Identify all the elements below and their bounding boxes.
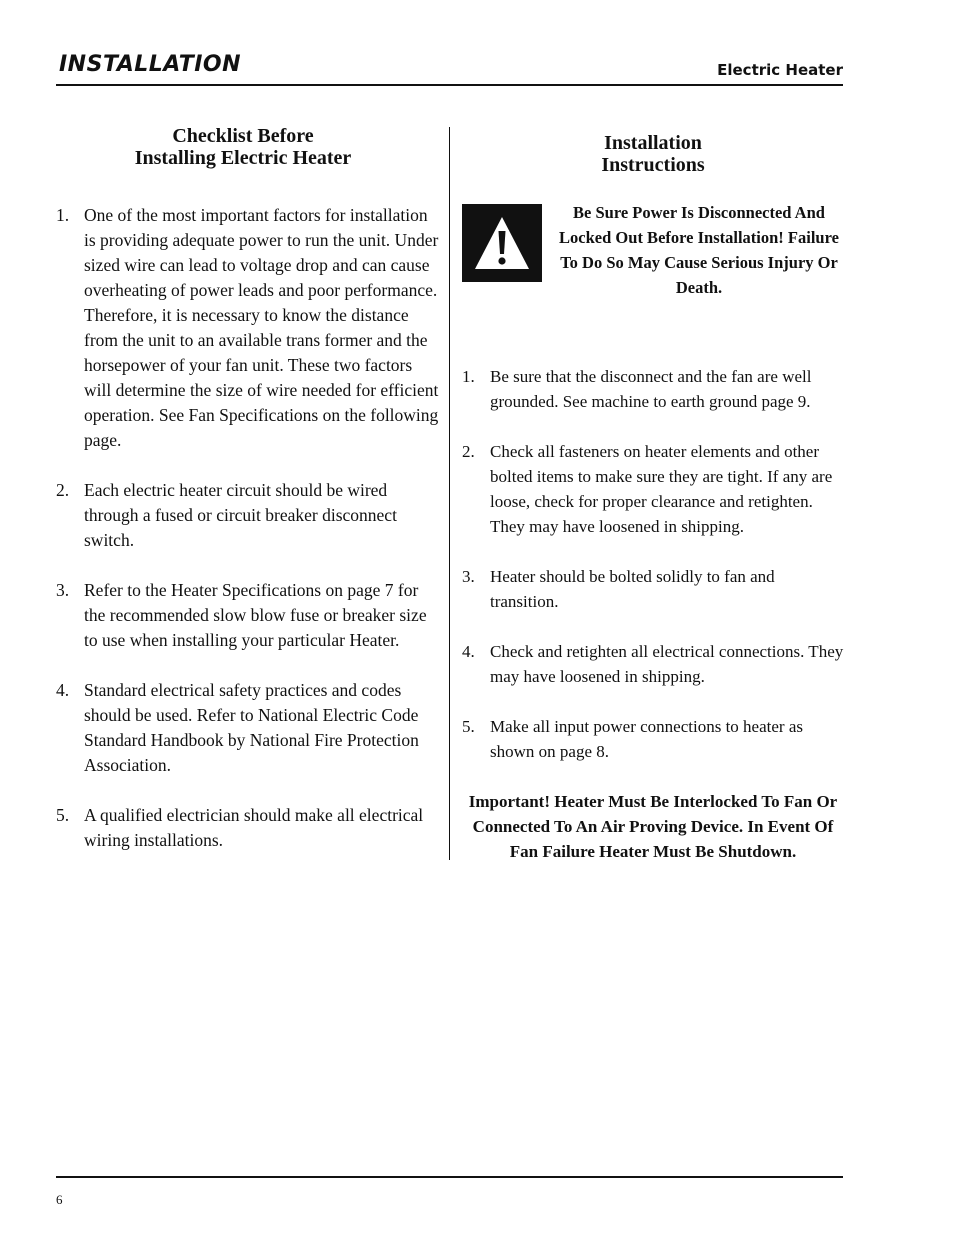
item-text: Check all fasteners on heater elements and other bolted items to make sure they are tight. If any are loose, check for proper clearance and retighten. They may have loosened in shipping.	[490, 442, 833, 536]
warning-exclamation-icon	[462, 204, 542, 282]
item-text: Check and retighten all electrical connections. They may have loosened in shipping.	[490, 642, 844, 686]
item-number: 4.	[462, 642, 475, 661]
item-number: 2.	[56, 480, 70, 500]
safety-warning	[462, 200, 844, 300]
instructions-title-line2: Instructions	[601, 154, 705, 176]
item-number: 2.	[462, 442, 475, 461]
list-item	[56, 203, 440, 453]
item-number: 3.	[462, 567, 475, 586]
list-item	[56, 678, 440, 778]
section-title: INSTALLATION	[59, 52, 242, 77]
list-item	[56, 478, 440, 553]
instructions-title-line1: Installation	[604, 132, 702, 154]
item-text: Make all input power connections to heater as shown on page 8.	[490, 717, 803, 761]
checklist-title	[46, 125, 440, 169]
list-item	[56, 803, 440, 853]
instructions-list	[462, 364, 844, 764]
item-text: Heater should be bolted solidly to fan and transition.	[490, 567, 775, 611]
page-number: 6	[56, 1192, 63, 1207]
instructions-title	[462, 132, 844, 176]
item-text: A qualified electrician should make all electrical wiring installations.	[84, 805, 424, 850]
header-divider	[56, 84, 843, 86]
item-number: 5.	[56, 805, 70, 825]
item-text: Refer to the Heater Specifications on page 7 for the recommended slow blow fuse or breaker size to use when installing your particular Heater.	[84, 580, 427, 650]
checklist-title-line1: Checklist Before	[172, 125, 314, 147]
list-item	[462, 564, 844, 614]
item-number: 3.	[56, 580, 70, 600]
item-text: Be sure that the disconnect and the fan are well grounded. See machine to earth ground page 9.	[490, 367, 812, 411]
checklist-list	[56, 203, 440, 853]
column-divider	[449, 127, 450, 860]
item-number: 4.	[56, 680, 70, 700]
item-text: One of the most important factors for installation is providing adequate power to run the unit. Under sized wire can lead to voltage drop and can cause overheating of power leads and poor performance. Therefore, it is necessary to know the distance from the unit to an available trans former and the horsepower of your fan unit. These two factors will determine the size of wire needed for efficient operation. See Fan Specifications on the following page.	[84, 205, 439, 450]
item-text: Standard electrical safety practices and codes should be used. Refer to National Electric Code Standard Handbook by National Fire Protection Association.	[84, 680, 419, 775]
checklist-title-line2: Installing Electric Heater	[134, 147, 352, 169]
warning-text: Be Sure Power Is Disconnected And Locked Out Before Installation! Failure To Do So May Cause Serious Injury Or Death.	[559, 203, 839, 297]
footer-divider	[56, 1176, 843, 1178]
list-item	[462, 364, 844, 414]
instructions-column	[462, 132, 844, 864]
item-number: 5.	[462, 717, 475, 736]
item-number: 1.	[462, 367, 475, 386]
list-item	[462, 639, 844, 689]
list-item	[462, 714, 844, 764]
list-item	[462, 439, 844, 539]
product-name: Electric Heater	[717, 61, 843, 79]
list-item	[56, 578, 440, 653]
important-note: Important! Heater Must Be Interlocked To Fan Or Connected To An Air Proving Device. In Event Of Fan Failure Heater Must Be Shutdown.	[468, 792, 838, 861]
item-number: 1.	[56, 205, 70, 225]
checklist-column	[56, 125, 440, 878]
item-text: Each electric heater circuit should be wired through a fused or circuit breaker disconnect switch.	[84, 480, 397, 550]
